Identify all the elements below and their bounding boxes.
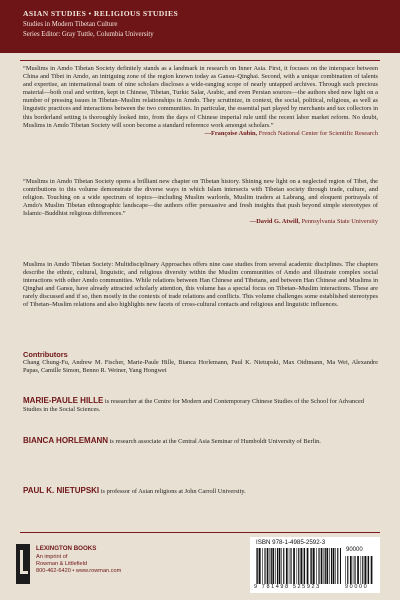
barcode-icon — [256, 548, 341, 584]
endorsement-attribution — [23, 130, 378, 138]
publisher-block — [16, 544, 136, 584]
publisher-parent: Rowman & Littlefield — [36, 561, 87, 567]
author-bio-text: is researcher at the Centre for Modern and Contemporary Chinese Studies of the School for Advanced Studies in the Social Sciences. — [23, 398, 365, 414]
endorsement-attribution — [23, 218, 378, 226]
author-bio-hille — [23, 397, 378, 419]
series-header — [0, 0, 400, 53]
publisher-logo-icon — [16, 544, 30, 584]
endorsement-aubin — [23, 65, 378, 171]
price-code: 90000 — [346, 547, 363, 553]
author-bio-text: is professor of Asian religions at John Carroll University. — [100, 488, 246, 495]
endorser-name: —David G. Atwill, — [249, 218, 300, 226]
series-name: Studies in Modern Tibetan Culture — [23, 21, 118, 28]
divider — [20, 60, 380, 61]
endorser-affiliation: French National Center for Scientific Research — [258, 129, 378, 137]
endorser-name: —Françoise Aubin, — [204, 129, 258, 137]
book-description: Muslims in Amdo Tibetan Society: Multidisciplinary Approaches offers nine case studies from several academic disciplines. The chapters describe the ethnic, cultural, linguistic, and religious diversity within the Muslim communities of Amdo and illustrate complex social interactions with other Amdo communities. While relations between Han Chinese and Tibetans, and between Han Chinese and Muslims in Qinghai and Gansu, have already attracted scholarly attention, this volume has a special focus on Tibetan–Muslim interactions. These are rarely discussed and if so, then mostly in the contexts of trade relations and conflicts. This volume challenges some established stereotypes of Tibetan–Muslim relations and also highlights new facets of cross-cultural contacts and religious and linguistic influences. — [23, 261, 378, 309]
endorser-affiliation: Pennsylvania State University — [301, 218, 378, 226]
endorsement-atwill — [23, 178, 378, 253]
publisher-contact: 800-462-6420 • www.rowman.com — [36, 568, 122, 574]
author-name: BIANCA HORLEMANN — [23, 437, 109, 445]
author-bio-horlemann — [23, 437, 378, 459]
isbn-text: ISBN 978-1-4985-2592-3 — [256, 539, 326, 546]
contributors-list: Chang Chung-Fu, Andrew M. Fischer, Marie-Paule Hille, Bianca Horlemann, Paul K. Nietupski, Max Oidtmann, Ma Wei, Alexandre Papas, Camille Simon, Benno R. Weiner, Yang Hongwei — [23, 359, 378, 375]
contributors-heading: Contributors — [23, 350, 68, 359]
isbn-barcode — [250, 537, 380, 593]
author-name: MARIE-PAULE HILLE — [23, 397, 104, 405]
addon-barcode-icon — [345, 556, 375, 584]
publisher-imprint-line: An imprint of — [36, 554, 68, 560]
publisher-name: LEXINGTON BOOKS — [36, 545, 97, 552]
endorsement-text: “Muslims in Amdo Tibetan Society opens a brilliant new chapter on Tibetan history. Shining new light on a neglected region of Tibet, the contributions to this volume demonstrate the diverse ways in which Islam intersects with Tibetan society through trade, culture, and religion. Touching on a wide spectrum of topics—including Muslim warlords, Muslim traders at Labrang, and eloquent portrayals of Amdo's Muslim Tibetan ethnographic landscape—the authors offer persuasive and fresh insights that push beyond simple stereotypes of Islamic–Buddhist religious differences.” — [23, 178, 378, 218]
series-editor: Series Editor: Gray Tuttle, Columbia University — [23, 31, 154, 38]
endorsement-text: “Muslims in Amdo Tibetan Society definitely stands as a landmark in research on Inner Asia. First, it focuses on the interspace between China and Tibet in Amdo, an intriguing zone of the region known today as Gansu–Qinghai. Second, with a unique combination of talents and expertise, an international team of nine scholars discloses a wide-ranging scope of nearly untapped archives. Through such precious material—both oral and written, kept in Chinese, Tibetan, Turkic Salar, Arabic, and even Persian sources—the authors shed new light on a number of pressing issues in Tibetan–Muslim relationships in Amdo. They scrutinize, in context, the social, political, religious, as well as linguistic practices and interactions between the two communities. In particular, the essential part played by merchants and tax collectors in this borderland setting is thoroughly looked into, from the days of Chinese imperial rule until the recent labor market reform. No doubt, Muslims in Amdo Tibetan Society will soon become a standard reference work amongst scholars.” — [23, 65, 378, 129]
author-name: PAUL K. NIETUPSKI — [23, 487, 100, 495]
series-title: ASIAN STUDIES • RELIGIOUS STUDIES — [23, 9, 179, 18]
author-bio-nietupski — [23, 487, 378, 499]
addon-digits: 90000 — [345, 584, 369, 590]
barcode-digits: 9 781498 525923 — [254, 584, 321, 590]
author-bio-text: is research associate at the Central Asia Seminar of Humboldt University of Berlin. — [109, 438, 321, 445]
divider — [20, 532, 380, 533]
